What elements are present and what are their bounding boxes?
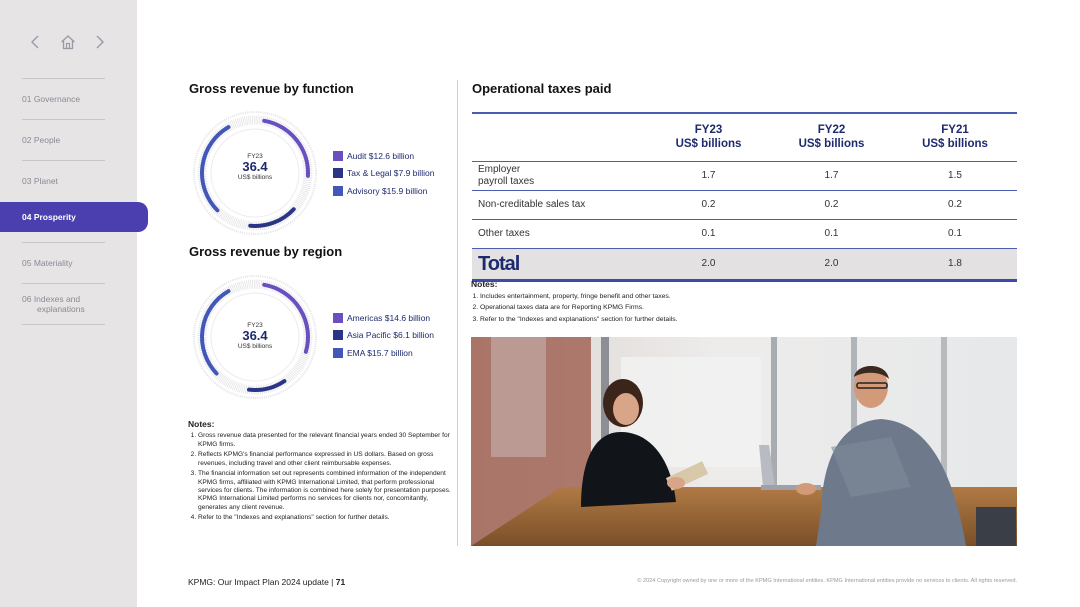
row-label-line2: payroll taxes <box>478 175 535 187</box>
legend-swatch <box>333 313 343 323</box>
table-cell: 0.1 <box>770 219 893 248</box>
legend-item-advisory <box>333 182 434 200</box>
row-label <box>472 161 647 190</box>
note-item: 2. Reflects KPMG's financial performance expressed in US dollars. Based on gross revenues, including travel and other client reimbursable expenses. <box>198 451 453 468</box>
table-cell: 0.1 <box>647 219 770 248</box>
header-year: FY23 <box>694 124 723 137</box>
section-nav <box>0 78 137 325</box>
table-header-fy22 <box>770 113 893 161</box>
sidebar <box>0 0 137 607</box>
footer-copyright: © 2024 Copyright owned by one or more of the KPMG International entities. KPMG International entities provide no services to clients. All rights reserved. <box>637 578 1017 584</box>
table-cell: 1.8 <box>893 248 1017 280</box>
row-label: Other taxes <box>472 219 647 248</box>
nav-item-people[interactable] <box>22 119 105 160</box>
legend-label: Advisory $15.9 billion <box>347 185 428 196</box>
legend-swatch <box>333 186 343 196</box>
legend-label: EMA $15.7 billion <box>347 347 413 358</box>
header-year: FY22 <box>817 124 846 137</box>
nav-item-label <box>22 294 85 314</box>
legend-item-audit <box>333 147 434 165</box>
footer-doc-title <box>188 577 345 587</box>
note-item: 2. Operational taxes data are for Reporting KPMG Firms. <box>480 302 1016 314</box>
note-item: 4. Refer to the "Indexes and explanations" section for further details. <box>198 514 453 522</box>
table-cell: 1.7 <box>647 161 770 190</box>
table-row <box>472 161 1017 190</box>
region-legend <box>333 309 434 362</box>
note-item: 1. Gross revenue data presented for the relevant financial years ended 30 September for KPMG firms. <box>198 432 453 449</box>
table-cell: 1.7 <box>770 161 893 190</box>
chevron-left-icon[interactable] <box>30 35 40 49</box>
nav-item-label-line1: 06 Indexes and <box>22 294 81 304</box>
nav-item-prosperity[interactable] <box>0 201 137 242</box>
nav-item-label: 04 Prosperity <box>22 212 76 222</box>
legend-item-ema <box>333 344 434 362</box>
legend-item-americas <box>333 309 434 327</box>
legend-swatch <box>333 330 343 340</box>
notes-title: Notes: <box>471 279 498 289</box>
note-item: 3. The financial information set out represents combined information of the independent KPMG firms, affiliated with KPMG International Limited, that perform professional services for clients. The information is combined here solely for presentation purposes. KPMG International Limited performs no services for clients nor, concomitantly, generates any client revenue. <box>198 470 453 511</box>
chevron-right-icon[interactable] <box>95 35 105 49</box>
nav-item-label-line2: explanations <box>37 304 85 314</box>
header-unit: US$ billions <box>922 138 988 151</box>
page-number: 71 <box>335 577 346 587</box>
table-header-fy23 <box>647 113 770 161</box>
column-divider <box>457 80 458 546</box>
table-row <box>472 190 1017 219</box>
legend-swatch <box>333 151 343 161</box>
note-item: 3. Refer to the "Indexes and explanations" section for further details. <box>480 314 1016 326</box>
notes-list <box>471 291 1016 326</box>
donut-fy-label: FY23 <box>247 153 263 160</box>
nav-item-materiality[interactable] <box>22 242 105 283</box>
donut-total-value: 36.4 <box>242 159 268 174</box>
function-legend <box>333 147 434 200</box>
table-total-row <box>472 248 1017 280</box>
table-header-empty <box>472 113 647 161</box>
legend-item-asia-pacific <box>333 327 434 345</box>
header-year: FY21 <box>941 124 969 137</box>
header-unit: US$ billions <box>798 138 865 151</box>
nav-item-label: 02 People <box>22 135 61 145</box>
row-label: Non-creditable sales tax <box>472 190 647 219</box>
legend-item-tax-legal <box>333 165 434 183</box>
legend-label: Americas $14.6 billion <box>347 312 431 323</box>
taxes-table <box>472 112 1017 282</box>
donut-center <box>190 153 320 181</box>
nav-item-indexes[interactable] <box>22 283 105 325</box>
table-header-row <box>472 113 1017 161</box>
notes-list <box>188 432 453 522</box>
legend-swatch <box>333 168 343 178</box>
taxes-notes <box>471 279 1016 325</box>
taxes-title: Operational taxes paid <box>472 81 612 96</box>
function-donut-chart <box>190 108 320 238</box>
function-chart-title: Gross revenue by function <box>189 81 354 96</box>
donut-unit-label: US$ billions <box>237 343 273 350</box>
table-cell: 0.1 <box>893 219 1017 248</box>
region-chart-title: Gross revenue by region <box>189 244 343 259</box>
nav-item-label: 03 Planet <box>22 176 58 186</box>
table-cell: 0.2 <box>647 190 770 219</box>
nav-arrows <box>30 32 105 52</box>
table-cell: 0.2 <box>770 190 893 219</box>
donut-center <box>190 322 320 350</box>
nav-item-active-pill <box>0 202 148 232</box>
row-label-line1: Employer <box>478 163 521 175</box>
table-cell: 2.0 <box>770 248 893 280</box>
meeting-photo <box>471 337 1017 546</box>
donut-total-value: 36.4 <box>242 328 268 343</box>
home-icon[interactable] <box>60 34 76 50</box>
legend-swatch <box>333 348 343 358</box>
row-label-total: Total <box>472 248 647 280</box>
nav-item-label: 05 Materiality <box>22 258 73 268</box>
note-item: 1. Includes entertainment, property, fringe benefit and other taxes. <box>480 291 1016 303</box>
nav-item-label: 01 Governance <box>22 94 81 104</box>
legend-label: Audit $12.6 billion <box>347 150 415 161</box>
header-unit: US$ billions <box>675 138 742 151</box>
nav-item-governance[interactable] <box>22 78 105 119</box>
table-cell: 1.5 <box>893 161 1017 190</box>
footer-doc-label: KPMG: Our Impact Plan 2024 update | <box>188 577 336 587</box>
table-row <box>472 219 1017 248</box>
nav-item-planet[interactable] <box>22 160 105 201</box>
table-header-fy21 <box>893 113 1017 161</box>
legend-label: Asia Pacific $6.1 billion <box>347 330 434 341</box>
notes-title: Notes: <box>188 419 215 429</box>
donut-fy-label: FY23 <box>247 322 263 329</box>
donut-unit-label: US$ billions <box>237 174 273 181</box>
table-cell: 2.0 <box>647 248 770 280</box>
revenue-notes <box>188 420 453 525</box>
table-cell: 0.2 <box>893 190 1017 219</box>
region-donut-chart <box>190 272 320 402</box>
legend-label: Tax & Legal $7.9 billion <box>347 168 435 179</box>
meeting-photo-illustration <box>471 337 1017 546</box>
